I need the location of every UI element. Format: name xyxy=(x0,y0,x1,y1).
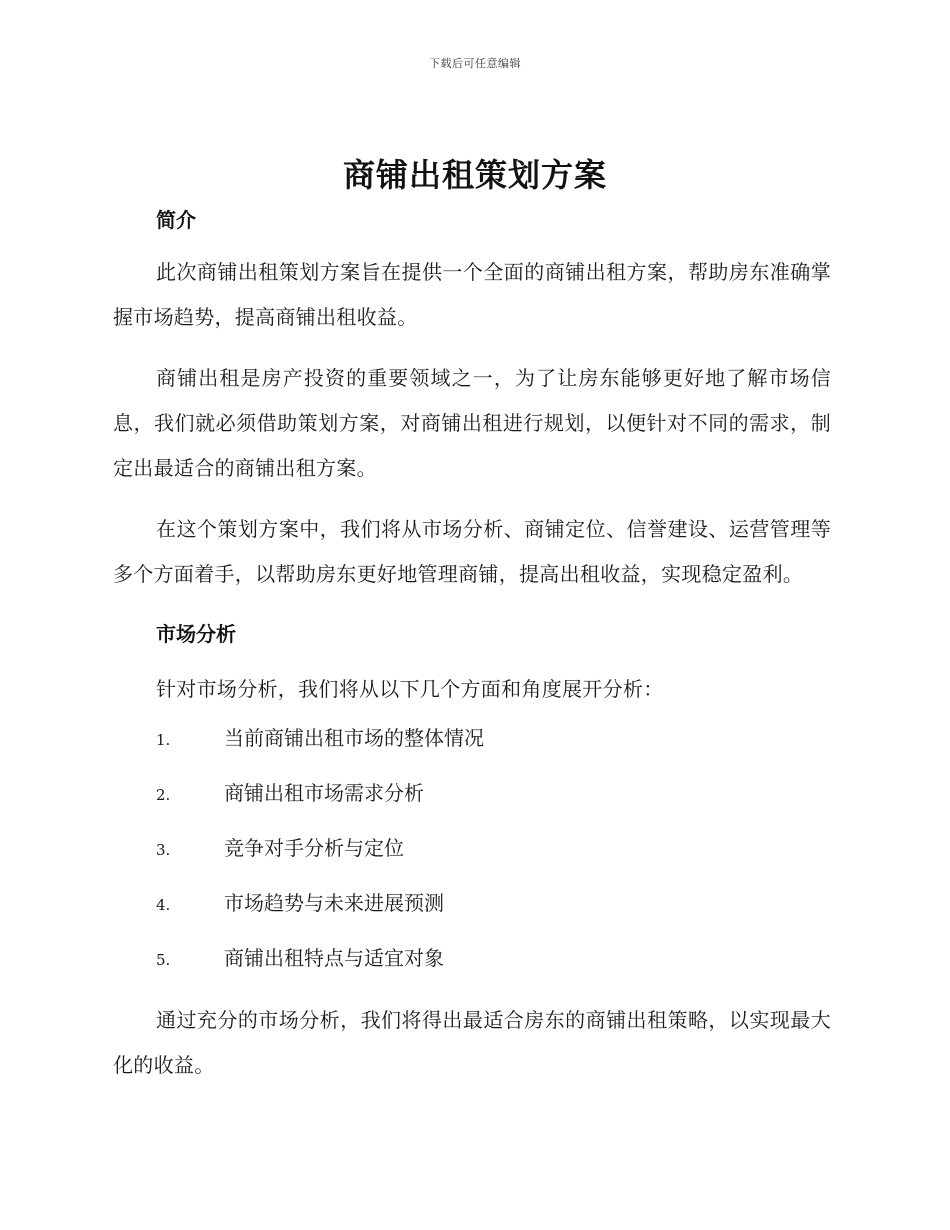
market-intro-paragraph: 针对市场分析，我们将从以下几个方面和角度展开分析： xyxy=(156,677,664,701)
document-title: 商铺出租策划方案 xyxy=(342,156,607,194)
list-item xyxy=(113,833,831,888)
list-item xyxy=(113,723,831,778)
list-item-text: 商铺出租特点与适宜对象 xyxy=(224,946,444,970)
list-item xyxy=(113,888,831,943)
list-item xyxy=(113,943,831,998)
intro-paragraph-1: 此次商铺出租策划方案旨在提供一个全面的商铺出租方案，帮助房东准确掌握市场趋势，提高商铺出租收益。 xyxy=(113,260,831,329)
section-heading-intro: 简介 xyxy=(156,208,196,232)
list-item xyxy=(113,778,831,833)
list-item-text: 市场趋势与未来进展预测 xyxy=(224,891,444,915)
list-item-number: 5. xyxy=(156,951,171,969)
list-item-text: 竞争对手分析与定位 xyxy=(224,836,404,860)
intro-paragraph-2: 商铺出租是房产投资的重要领域之一，为了让房东能够更好地了解市场信息，我们就必须借助策划方案，对商铺出租进行规划，以便针对不同的需求，制定出最适合的商铺出租方案。 xyxy=(113,366,831,480)
intro-paragraph-3: 在这个策划方案中，我们将从市场分析、商铺定位、信誉建设、运营管理等多个方面着手，以帮助房东更好地管理商铺，提高出租收益，实现稳定盈利。 xyxy=(113,517,831,586)
market-analysis-list xyxy=(113,723,831,998)
list-item-number: 2. xyxy=(156,786,171,804)
list-item-number: 3. xyxy=(156,841,171,859)
list-item-number: 4. xyxy=(156,896,171,914)
list-item-text: 当前商铺出租市场的整体情况 xyxy=(224,726,484,750)
section-heading-market: 市场分析 xyxy=(156,622,236,646)
list-item-text: 商铺出租市场需求分析 xyxy=(224,781,424,805)
document-body xyxy=(113,205,831,1088)
header-note: 下载后可任意编辑 xyxy=(429,57,521,70)
market-conclusion-paragraph: 通过充分的市场分析，我们将得出最适合房东的商铺出租策略，以实现最大化的收益。 xyxy=(113,1008,831,1077)
list-item-number: 1. xyxy=(156,731,171,749)
